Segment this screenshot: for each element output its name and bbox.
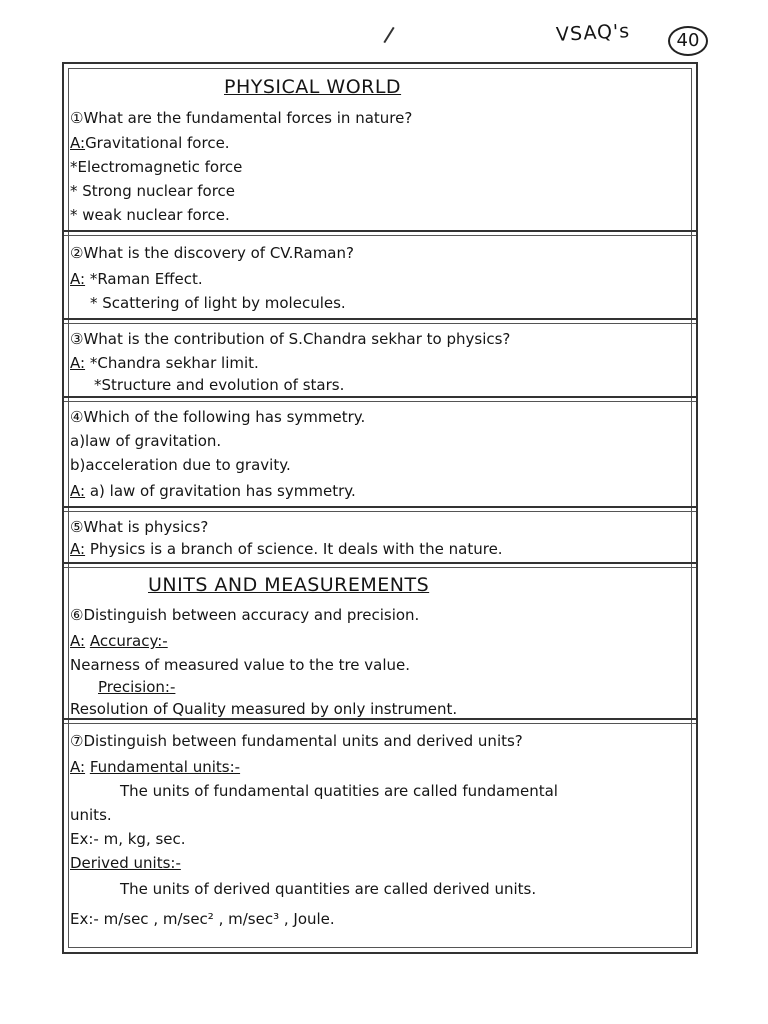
question-block-2 <box>64 230 696 318</box>
answer-6-label-1 <box>70 632 168 650</box>
answer-2-line-1 <box>70 270 203 288</box>
question-6: ⑥Distinguish between accuracy and precision. <box>70 606 420 624</box>
option-b: b)acceleration due to gravity. <box>70 456 291 474</box>
label-derived-units: Derived units:- <box>70 854 181 872</box>
answer-text: *Chandra sekhar limit. <box>89 354 259 372</box>
answer-4-line-1 <box>70 482 356 500</box>
page-number: 40 <box>668 26 708 56</box>
answer-1-line-1 <box>70 134 230 152</box>
answer-prefix: A: <box>70 134 86 152</box>
answer-1-line-2: *Electromagnetic force <box>70 158 243 176</box>
label-precision: Precision:- <box>98 678 176 696</box>
stray-mark <box>383 27 394 43</box>
answer-prefix: A: <box>70 632 86 650</box>
answer-7-example-1: Ex:- m, kg, sec. <box>70 830 186 848</box>
label-accuracy: Accuracy:- <box>89 632 168 650</box>
question-block-5 <box>64 506 696 562</box>
question-3: ③What is the contribution of S.Chandra sekhar to physics? <box>70 330 511 348</box>
question-1: ①What are the fundamental forces in nature? <box>70 109 413 127</box>
answer-2-line-2: * Scattering of light by molecules. <box>90 294 346 312</box>
answer-7-text-1a: The units of fundamental quatities are called fundamental <box>120 782 558 800</box>
question-block-1 <box>64 64 696 230</box>
answer-prefix: A: <box>70 482 86 500</box>
answer-7-text-2: The units of derived quantities are called derived units. <box>120 880 537 898</box>
answer-1-line-4: * weak nuclear force. <box>70 206 230 224</box>
question-5: ⑤What is physics? <box>70 518 209 536</box>
answer-7-label-1 <box>70 758 240 776</box>
answer-6-text-1: Nearness of measured value to the tre value. <box>70 656 411 674</box>
answer-text: *Raman Effect. <box>89 270 203 288</box>
option-a: a)law of gravitation. <box>70 432 222 450</box>
question-4: ④Which of the following has symmetry. <box>70 408 366 426</box>
answer-text: Physics is a branch of science. It deals with the nature. <box>89 540 503 558</box>
answer-prefix: A: <box>70 758 86 776</box>
answer-6-text-2: Resolution of Quality measured by only instrument. <box>70 700 458 718</box>
question-block-6 <box>64 562 696 718</box>
answer-3-line-2: *Structure and evolution of stars. <box>94 376 345 394</box>
section-title-units <box>148 574 429 596</box>
section-title-physical-world: PHYSICAL WORLD <box>224 76 402 98</box>
answer-text: a) law of gravitation has symmetry. <box>89 482 356 500</box>
section-title-text: UNITS AND MEASUREMENTS <box>148 574 430 596</box>
question-block-4 <box>64 396 696 506</box>
answer-3-line-1 <box>70 354 259 372</box>
answer-prefix: A: <box>70 354 86 372</box>
answer-7-example-2: Ex:- m/sec , m/sec² , m/sec³ , Joule. <box>70 910 335 928</box>
answer-1-line-3: * Strong nuclear force <box>70 182 236 200</box>
question-block-3 <box>64 318 696 396</box>
answer-prefix: A: <box>70 270 86 288</box>
answer-5-line-1 <box>70 540 503 558</box>
label-fundamental-units: Fundamental units:- <box>89 758 241 776</box>
answer-sheet <box>62 62 698 954</box>
header-tag: VSAQ's <box>555 20 631 46</box>
answer-text: Gravitational force. <box>85 134 230 152</box>
answer-7-text-1b: units. <box>70 806 112 824</box>
question-2: ②What is the discovery of CV.Raman? <box>70 244 354 262</box>
answer-prefix: A: <box>70 540 86 558</box>
question-7: ⑦Distinguish between fundamental units and derived units? <box>70 732 523 750</box>
question-block-7 <box>64 718 696 952</box>
